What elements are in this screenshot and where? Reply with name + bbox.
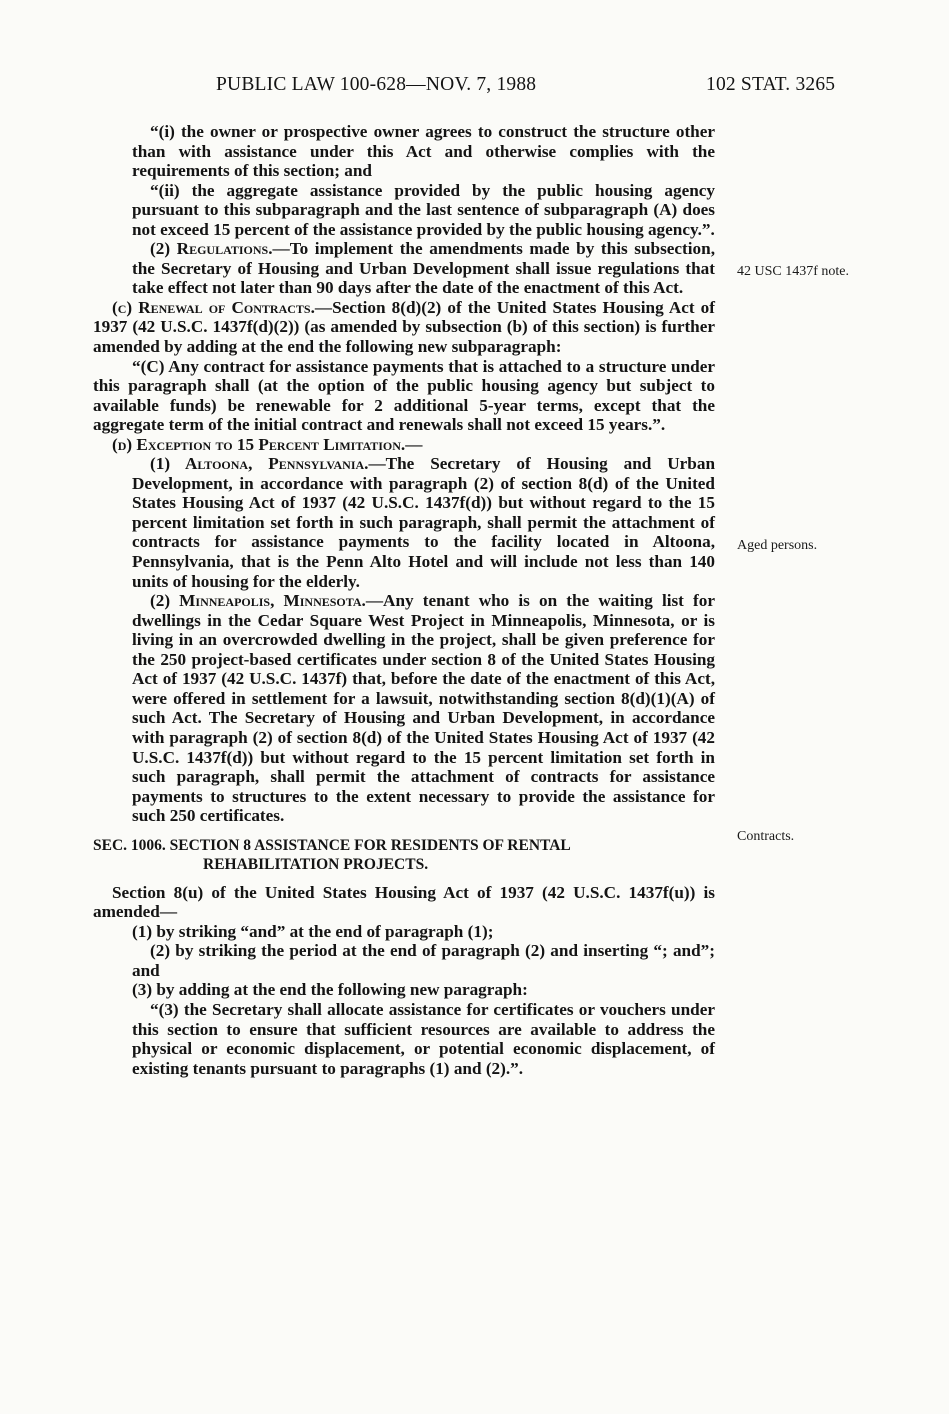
subsection-heading: (d) Exception to 15 Percent Limitation.	[112, 434, 406, 454]
subsection-text: —	[405, 434, 423, 454]
paragraph-heading: (1) Altoona, Pennsylvania.	[150, 454, 369, 474]
subsection-d	[93, 435, 715, 455]
margin-note-usc	[737, 263, 849, 280]
section-heading	[93, 836, 715, 874]
amendment-1: (1) by striking “and” at the end of paragraph (1);	[132, 921, 494, 941]
new-paragraph-3: “(3) the Secretary shall allocate assistance for certificates or vouchers under this section to ensure that sufficient resources are available to address the physical or economic displacement, or potential economic displacement, of existing tenants pursuant to paragraphs (1) and (2).”.	[132, 999, 715, 1078]
margin-note-text: Aged persons.	[737, 538, 818, 553]
section-intro: Section 8(u) of the United States Housing Act of 1937 (42 U.S.C. 1437f(u)) is amended—	[93, 882, 715, 922]
paragraph-text: —Any tenant who is on the waiting list for dwellings in the Cedar Square West Project in Minneapolis, Minnesota, or is living in an overcrowded dwelling in the project, shall be given preference for the 250 project-based certificates under section 8 of the United States Housing Act of 1937 (42 U.S.C. 1437f) that, before the date of the enactment of this Act, were offered in settlement for a lawsuit, notwithstanding section 8(d)(1)(A) of such Act. The Secretary of Housing and Urban Development, in accordance with paragraph (2) of section 8(d) of the United States Housing Act of 1937 (42 U.S.C. 1437f(d)) but without regard to the 15 percent limitation set forth in such paragraph, shall permit the attachment of contracts for assistance payments to structures to the extent necessary to provide the assistance for such 250 certificates.	[132, 591, 715, 826]
margin-note-contracts	[737, 828, 794, 845]
running-head-title: PUBLIC LAW 100-628—NOV. 7, 1988	[216, 74, 537, 95]
paragraph-regulations	[93, 239, 715, 298]
section-heading-line2: REHABILITATION PROJECTS.	[203, 855, 429, 873]
clause-ii: “(ii) the aggregate assistance provided by the public housing agency pursuant to this subparagraph and the last sentence of subparagraph (A) does not exceed 15 percent of the assistance provided by the public housing agency.”.	[132, 180, 715, 239]
paragraph-text: —To implement the amendments made by this subsection, the Secretary of Housing and Urban Development shall issue regulations that take effect not later than 90 days after the date of the enactment of this Act.	[132, 239, 715, 298]
subsection-text: —Section 8(d)(2) of the United States Housing Act of 1937 (42 U.S.C. 1437f(d)(2)) (as amended by subsection (b) of this section) is further amended by adding at the end the following new subparagraph:	[93, 297, 715, 357]
margin-note-text: 42 USC 1437f note.	[737, 264, 849, 279]
subsection-heading: (c) Renewal of Contracts.	[112, 297, 315, 317]
margin-note-text: Contracts.	[737, 829, 795, 844]
amendment-2: (2) by striking the period at the end of paragraph (2) and inserting “; and”; and	[132, 941, 715, 980]
clause-i: “(i) the owner or prospective owner agrees to construct the structure other than with assistance under this Act and otherwise complies with the requirements of this section; and	[132, 122, 715, 181]
paragraph-text: —The Secretary of Housing and Urban Development, in accordance with paragraph (2) of section 8(d) of the United States Housing Act of 1937 (42 U.S.C. 1437f(d)) but without regard to the 15 percent limitation set forth in such paragraph, shall permit the attachment of contracts for assistance payments to the facility located in Altoona, Pennsylvania, that is the Penn Alto Hotel and will include not less than 140 units of housing for the elderly.	[132, 454, 716, 591]
paragraph-heading: (2) Regulations.	[150, 239, 273, 259]
section-heading-line1: SEC. 1006. SECTION 8 ASSISTANCE FOR RESIDENTS OF RENTAL	[93, 836, 571, 854]
subsection-c	[93, 298, 715, 357]
statute-page-number: 102 STAT. 3265	[706, 74, 836, 95]
paragraph-heading: (2) Minneapolis, Minnesota.	[150, 591, 366, 611]
margin-note-aged-persons	[737, 537, 817, 554]
law-text-column	[93, 122, 715, 1078]
paragraph-altoona	[93, 454, 715, 591]
paragraph-minneapolis	[93, 591, 715, 826]
page-header	[0, 74, 949, 100]
amendment-3: (3) by adding at the end the following new paragraph:	[132, 980, 528, 1000]
subparagraph-c: “(C) Any contract for assistance payments that is attached to a structure under this paragraph shall (at the option of the public housing agency but subject to available funds) be renewable for 2 additional 5-year terms, except that the aggregate term of the initial contract and renewals shall not exceed 15 years.”.	[93, 356, 715, 435]
